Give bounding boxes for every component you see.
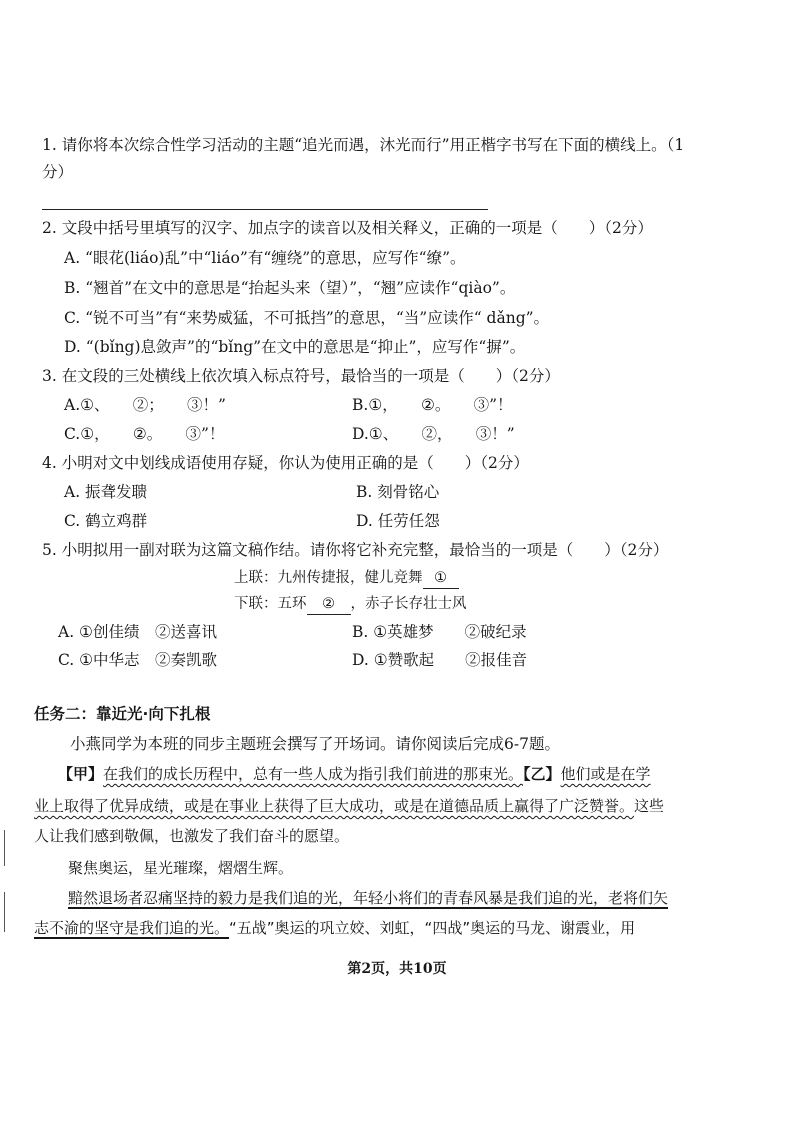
q2-option-b: B. “翘首”在文中的意思是“抬起头来（望）”，“翘”应读作“qiào”。 — [64, 279, 516, 297]
passage-text: “五战”奥运的巩立姣、刘虹，“四战”奥运的马龙、谢震业，用 — [229, 919, 636, 937]
q1-line1: 1. 请你将本次综合性学习活动的主题“追光而遇，沐光而行”用正楷字书写在下面的横线上。（1 — [42, 136, 685, 154]
q4-option-a: A. 振聋发聩 — [64, 483, 148, 501]
passage-paragraph-3-line2 — [34, 918, 635, 938]
q3-option-d: D.①、 ②， ③！” — [352, 425, 515, 443]
q1-line2: 分） — [42, 163, 74, 181]
q1-answer-line — [42, 209, 488, 210]
page-number: 第2页，共10页 — [347, 961, 447, 977]
couplet-lower — [234, 594, 467, 615]
margin-binding-mark — [4, 830, 5, 866]
passage-paragraph-3-line1 — [68, 888, 668, 908]
passage-paragraph-2: 聚焦奥运，星光璀璨，熠熠生辉。 — [68, 859, 294, 877]
q5-stem: 5. 小明拟用一副对联为这篇文稿作结。请你将它补充完整，最恰当的一项是（ ）（2分） — [42, 541, 669, 559]
couplet-upper — [234, 568, 459, 589]
margin-binding-mark — [4, 892, 5, 932]
q4-option-c: C. 鹤立鸡群 — [64, 512, 148, 530]
task2-heading: 任务二：靠近光·向下扎根 — [34, 705, 211, 723]
passage-underlined-sentence-cont: 志不渝的坚守是我们追的光。 — [34, 919, 230, 937]
couplet-lower-suffix: ，赤子长存壮士风 — [350, 596, 467, 612]
couplet-upper-blank: ① — [423, 568, 459, 589]
q2-stem: 2. 文段中括号里填写的汉字、加点字的读音以及相关释义，正确的一项是（ ）（2分） — [42, 219, 653, 237]
q3-option-c: C.①， ②。 ③”！ — [64, 425, 225, 443]
task2-intro: 小燕同学为本班的同步主题班会撰写了开场词。请你阅读后完成6-7题。 — [70, 735, 560, 753]
passage-paragraph-1-line2 — [34, 796, 664, 816]
passage-paragraph-1-line3: 人让我们感到敬佩，也激发了我们奋斗的愿望。 — [34, 827, 350, 845]
passage-sentence-yi: 他们或是在学 — [560, 765, 651, 783]
q5-option-c: C. ①中华志 ②奏凯歌 — [58, 651, 218, 669]
couplet-upper-text: 上联：九州传捷报，健儿竞舞 — [234, 570, 423, 586]
passage-underlined-sentence: 黯然退场者忍痛坚持的毅力是我们追的光，年轻小将们的青春风暴是我们追的光，老将们矢 — [68, 889, 669, 907]
q2-option-d: D. “(bǐng)息敛声”的“bǐng”在文中的意思是“抑止”，应写作“摒”。 — [64, 338, 526, 356]
q5-option-a: A. ①创佳绩 ②送喜讯 — [58, 623, 217, 641]
q3-option-a: A.①、 ②； ③！” — [64, 396, 226, 414]
marker-yi: 【乙】 — [523, 765, 561, 783]
q5-option-d: D. ①赞歌起 ②报佳音 — [352, 651, 528, 669]
couplet-lower-blank: ② — [307, 594, 351, 615]
q4-stem: 4. 小明对文中划线成语使用存疑，你认为使用正确的是（ ）（2分） — [42, 454, 529, 472]
passage-text: 这些 — [634, 797, 665, 815]
passage-sentence-yi-cont: 业上取得了优异成绩，或是在事业上获得了巨大成功，或是在道德品质上赢得了广泛赞誉。 — [34, 797, 635, 815]
q3-option-b: B.①， ②。 ③”！ — [352, 396, 513, 414]
q5-option-b: B. ①英雄梦 ②破纪录 — [352, 623, 527, 641]
q4-option-b: B. 刻骨铭心 — [356, 483, 440, 501]
q2-option-c: C. “锐不可当”有“来势威猛，不可抵挡”的意思，“当”应读作“ dǎng”。 — [64, 309, 550, 327]
couplet-lower-text: 下联：五环 — [234, 596, 307, 612]
q4-option-d: D. 任劳任怨 — [356, 512, 440, 530]
q2-option-a: A. “眼花(liáo)乱”中“liáo”有“缠绕”的意思，应写作“缭”。 — [64, 249, 466, 267]
passage-paragraph-1-line1 — [58, 764, 651, 784]
marker-jia: 【甲】 — [58, 765, 104, 783]
q3-stem: 3. 在文段的三处横线上依次填入标点符号，最恰当的一项是（ ）（2分） — [42, 367, 560, 385]
passage-sentence-jia: 在我们的成长历程中，总有一些人成为指引我们前进的那束光。 — [103, 765, 524, 783]
